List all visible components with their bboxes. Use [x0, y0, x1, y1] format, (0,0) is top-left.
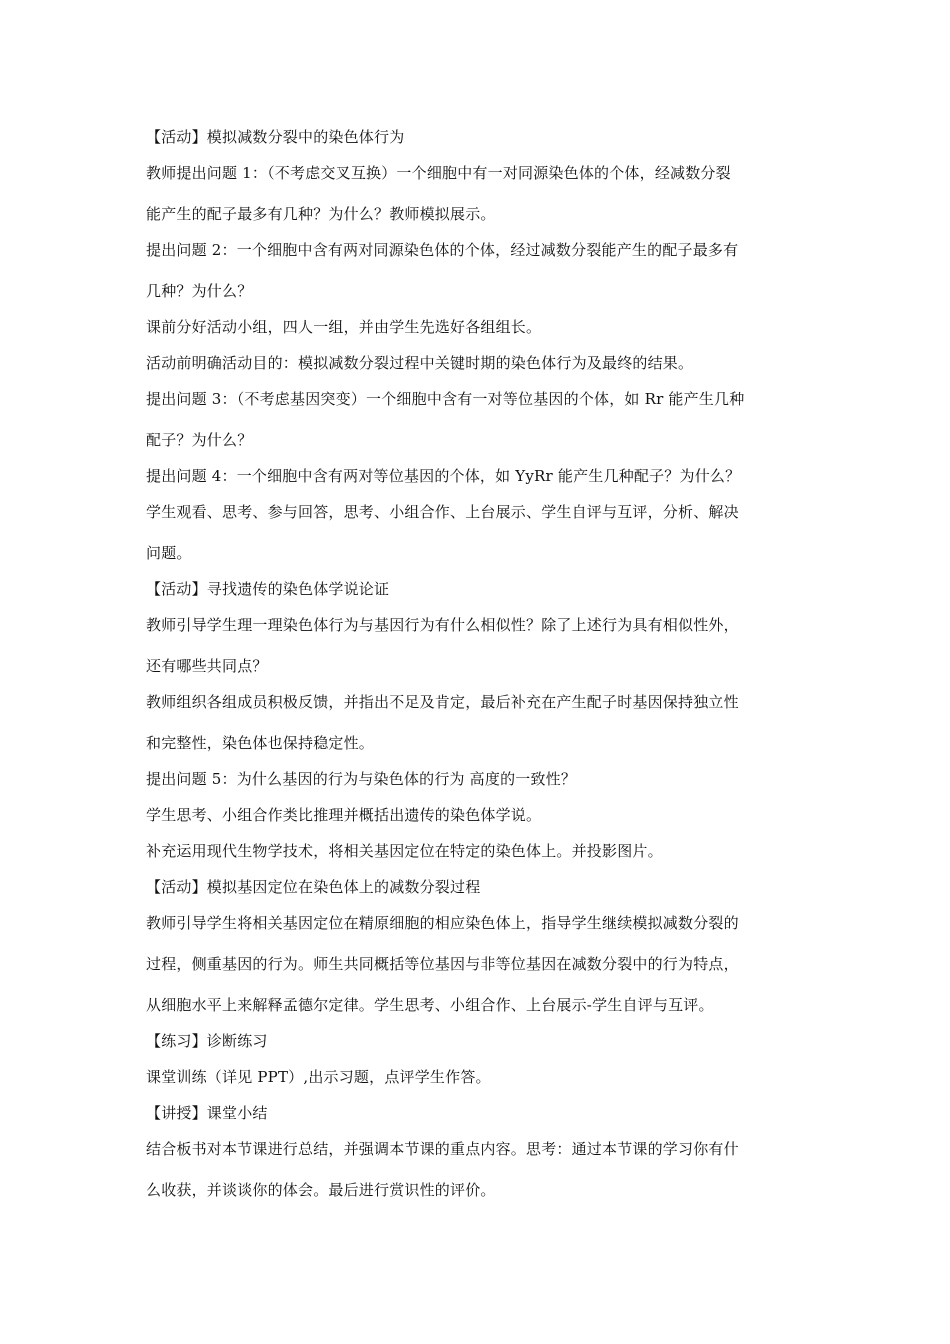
section-heading-activity-gene-location: 【活动】模拟基因定位在染色体上的减数分裂过程 [146, 878, 481, 896]
paragraph-line: 学生观看、思考、参与回答，思考、小组合作、上台展示、学生自评与互评，分析、解决 [146, 503, 739, 521]
paragraph-line: 教师引导学生理一理染色体行为与基因行为有什么相似性？除了上述行为具有相似性外， [146, 616, 739, 634]
section-heading-activity-chromosome-theory: 【活动】寻找遗传的染色体学说论证 [146, 580, 390, 598]
section-heading-activity-meiosis: 【活动】模拟减数分裂中的染色体行为 [146, 128, 405, 146]
paragraph-line: 提出问题 2：一个细胞中含有两对同源染色体的个体，经过减数分裂能产生的配子最多有 [146, 241, 739, 259]
paragraph-line: 活动前明确活动目的：模拟减数分裂过程中关键时期的染色体行为及最终的结果。 [146, 354, 694, 372]
paragraph-line: 学生思考、小组合作类比推理并概括出遗传的染色体学说。 [146, 806, 542, 824]
paragraph-line: 提出问题 5：为什么基因的行为与染色体的行为 高度的一致性？ [146, 770, 577, 788]
paragraph-line: 和完整性，染色体也保持稳定性。 [146, 734, 375, 752]
paragraph-line: 教师组织各组成员积极反馈，并指出不足及肯定，最后补充在产生配子时基因保持独立性 [146, 693, 739, 711]
section-heading-summary: 【讲授】课堂小结 [146, 1104, 268, 1122]
paragraph-line: 么收获，并谈谈你的体会。最后进行赏识性的评价。 [146, 1181, 496, 1199]
paragraph-line: 从细胞水平上来解释孟德尔定律。学生思考、小组合作、上台展示-学生自评与互评。 [146, 996, 714, 1014]
paragraph-line: 提出问题 4：一个细胞中含有两对等位基因的个体，如 YyRr 能产生几种配子？为什么？ [146, 467, 741, 485]
paragraph-line: 教师引导学生将相关基因定位在精原细胞的相应染色体上，指导学生继续模拟减数分裂的 [146, 914, 739, 932]
paragraph-line: 还有哪些共同点？ [146, 657, 268, 675]
section-heading-practice: 【练习】诊断练习 [146, 1032, 268, 1050]
paragraph-line: 教师提出问题 1：（不考虑交叉互换）一个细胞中有一对同源染色体的个体，经减数分裂 [146, 164, 731, 182]
paragraph-line: 问题。 [146, 544, 192, 562]
paragraph-line: 几种？为什么？ [146, 282, 253, 300]
paragraph-line: 配子？为什么？ [146, 431, 253, 449]
paragraph-line: 过程，侧重基因的行为。师生共同概括等位基因与非等位基因在减数分裂中的行为特点， [146, 955, 739, 973]
paragraph-line: 课前分好活动小组，四人一组，并由学生先选好各组组长。 [146, 318, 542, 336]
paragraph-line: 补充运用现代生物学技术，将相关基因定位在特定的染色体上。并投影图片。 [146, 842, 663, 860]
paragraph-line: 提出问题 3：（不考虑基因突变）一个细胞中含有一对等位基因的个体，如 Rr 能产生几种 [146, 390, 745, 408]
paragraph-line: 课堂训练（详见 PPT）,出示习题，点评学生作答。 [146, 1068, 491, 1086]
paragraph-line: 能产生的配子最多有几种？为什么？教师模拟展示。 [146, 205, 496, 223]
paragraph-line: 结合板书对本节课进行总结，并强调本节课的重点内容。思考：通过本节课的学习你有什 [146, 1140, 739, 1158]
